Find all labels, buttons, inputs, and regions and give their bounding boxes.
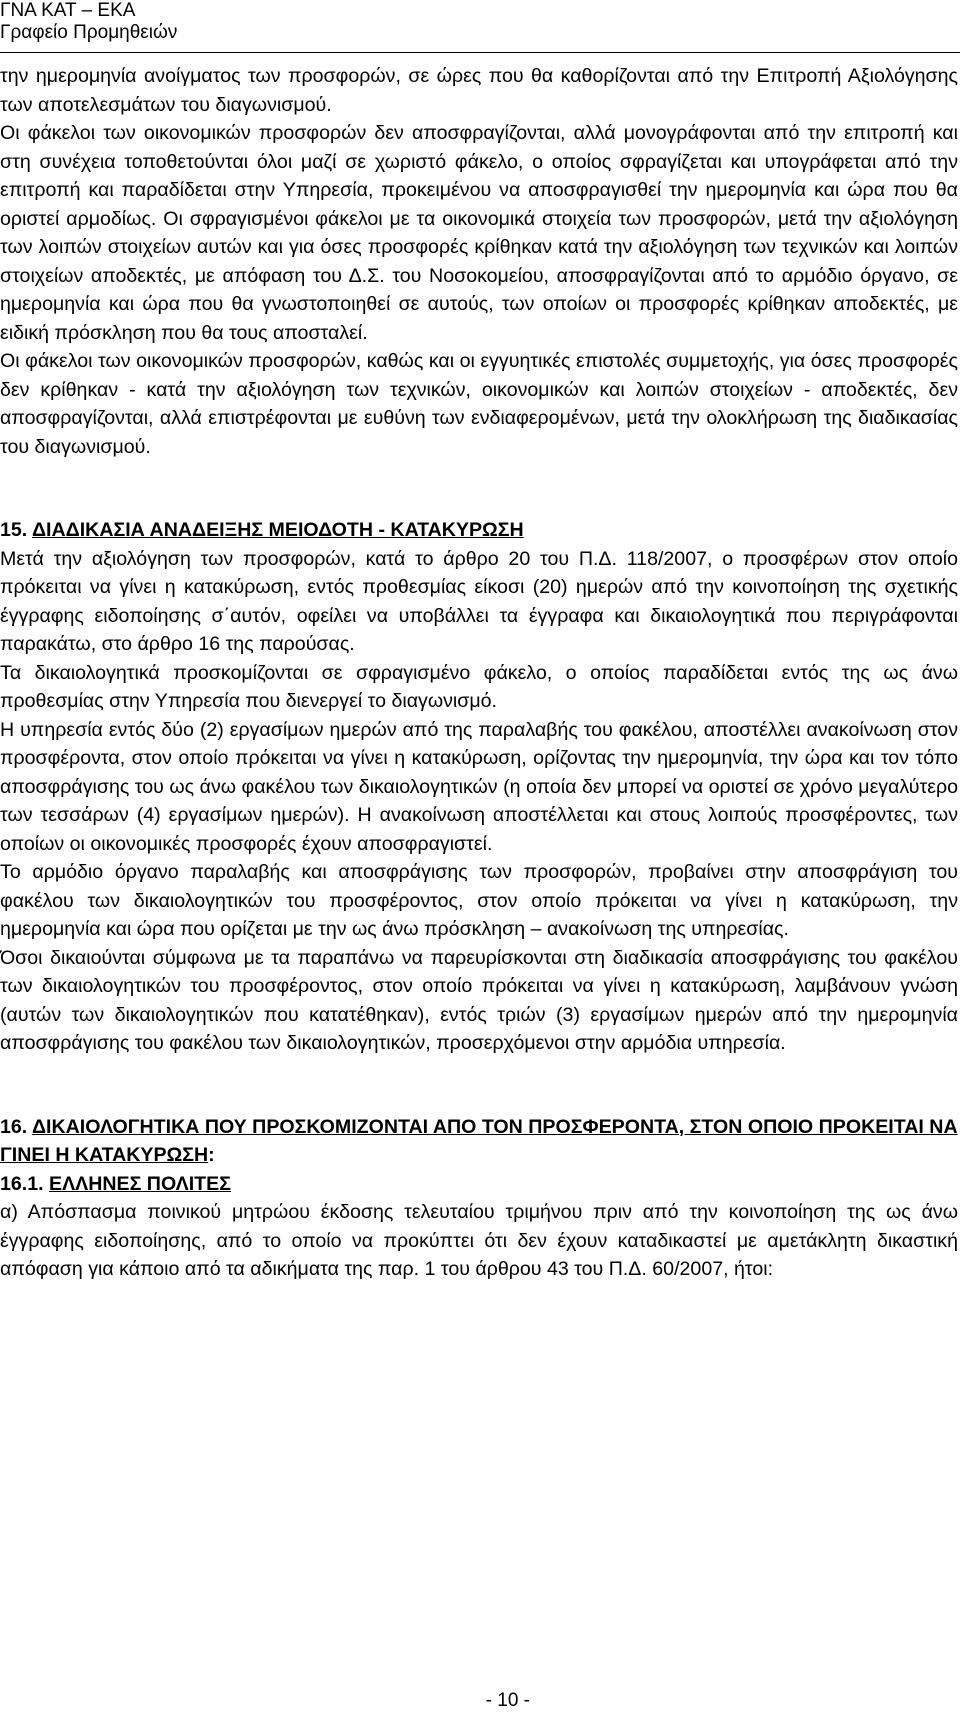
paragraph: Η υπηρεσία εντός δύο (2) εργασίμων ημερών από της παραλαβής του φακέλου, αποστέλλει ανακοίνωση στον προσφέροντα, στον οποίο πρόκειται να γίνει η κατακύρωση, ορίζοντας την ημερομηνία, την ώρα και τον τόπο αποσφράγισης του ως άνω φακέλου των δικαιολογητικών (η οποία δεν μπορεί να οριστεί σε χρόνο μεγαλύτερο των τεσσάρων (4) εργασίμων ημερών). Η ανακοίνωση αποστέλλεται και στους λοιπούς προσφέροντες, των οποίων οι οικονομικές προσφορές έχουν αποσφραγιστεί. bbox=[0, 718, 958, 855]
paragraph: Τα δικαιολογητικά προσκομίζονται σε σφραγισμένο φάκελο, ο οποίος παραδίδεται εντός της ως άνω προθεσμίας στην Υπηρεσία που διενεργεί το διαγωνισμό. bbox=[0, 661, 958, 712]
paragraph: Όσοι δικαιούνται σύμφωνα με τα παραπάνω να παρευρίσκονται στη διαδικασία αποσφράγισης του φακέλου των δικαιολογητικών του προσφέροντος, στον οποίο πρόκειται να γίνει η κατακύρωση, λαμβάνουν γνώση (αυτών των δικαιολογητικών που κατατέθηκαν), εντός τριών (3) εργασίμων ημερών από την ημερομηνία αποσφράγισης του φακέλου των δικαιολογητικών, προσερχόμενοι στην αρμόδια υπηρεσία. bbox=[0, 946, 958, 1054]
header-organization: ΓΝΑ ΚΑΤ – ΕΚΑ bbox=[0, 0, 136, 21]
page-header bbox=[0, 0, 177, 44]
section-heading-16 bbox=[0, 1113, 958, 1170]
paragraph: Το αρμόδιο όργανο παραλαβής και αποσφράγισης των προσφορών, προβαίνει στην αποσφράγιση του φακέλου των δικαιολογητικών του προσφέροντος, στον οποίο πρόκειται να γίνει η κατακύρωση, την ημερομηνία και ώρα που ορίζεται με την ως άνω πρόσκληση – ανακοίνωση της υπηρεσίας. bbox=[0, 861, 958, 940]
paragraph: Μετά την αξιολόγηση των προσφορών, κατά το άρθρο 20 του Π.Δ. 118/2007, ο προσφέρων στον οποίο πρόκειται να γίνει η κατακύρωση, εντός προθεσμίας είκοσι (20) ημερών από την κοινοποίηση της σχετικής έγγραφης ειδοποίησης σ΄αυτόν, οφείλει να υποβάλλει τα έγγραφα και δικαιολογητικά που περιγράφονται παρακάτω, στο άρθρο 16 της παρούσας. bbox=[0, 547, 958, 655]
spacer bbox=[0, 461, 958, 489]
section-title-colon: : bbox=[208, 1144, 215, 1166]
header-divider bbox=[0, 52, 960, 53]
section-title: ΔΙΚΑΙΟΛΟΓΗΤΙΚΑ ΠΟΥ ΠΡΟΣΚΟΜΙΖΟΝΤΑΙ ΑΠΟ ΤΟΝ ΠΡΟΣΦΕΡΟΝΤΑ, ΣΤΟΝ ΟΠΟΙΟ ΠΡΟΚΕΙΤΑΙ ΝΑ ΓΙΝΕΙ Η ΚΑΤΑΚΥΡΩΣΗ bbox=[0, 1115, 958, 1166]
section-number: 16. bbox=[0, 1115, 32, 1138]
section-heading-15 bbox=[0, 516, 958, 545]
spacer bbox=[0, 1058, 958, 1086]
header-department: Γραφείο Προμηθειών bbox=[0, 22, 178, 43]
paragraph: Οι φάκελοι των οικονομικών προσφορών, καθώς και οι εγγυητικές επιστολές συμμετοχής, για όσες προσφορές δεν κρίθηκαν - κατά την αξιολόγηση των τεχνικών, οικονομικών και λοιπών στοιχείων - αποδεκτές, δεν αποσφραγίζονται, αλλά επιστρέφονται με ευθύνη των ενδιαφερομένων, μετά την ολοκλήρωση της διαδικασίας του διαγωνισμού. bbox=[0, 350, 958, 458]
spacer bbox=[0, 1086, 958, 1113]
subsection-heading-16-1 bbox=[0, 1170, 958, 1199]
paragraph: α) Απόσπασμα ποινικού μητρώου έκδοσης τελευταίου τριμήνου πριν από την κοινοποίηση της ως άνω έγγραφης ειδοποίησης, από το οποίο να προκύπτει ότι δεν έχουν καταδικαστεί με αμετάκλητη δικαστική απόφαση για κάποιο από τα αδικήματα της παρ. 1 του άρθρου 43 του Π.Δ. 60/2007, ήτοι: bbox=[0, 1201, 958, 1280]
page-number bbox=[0, 1690, 958, 1712]
subsection-title: ΕΛΛΗΝΕΣ ΠΟΛΙΤΕΣ bbox=[49, 1172, 231, 1195]
section-title: ΔΙΑΔΙΚΑΣΙΑ ΑΝΑΔΕΙΞΗΣ ΜΕΙΟΔΟΤΗ - ΚΑΤΑΚΥΡΩΣΗ bbox=[31, 519, 524, 541]
paragraph: την ημερομηνία ανοίγματος των προσφορών, σε ώρες που θα καθορίζονται από την Επιτροπή Αξιολόγησης των αποτελεσμάτων του διαγωνισμού. bbox=[0, 65, 958, 116]
spacer bbox=[0, 489, 958, 516]
section-number: 15. bbox=[0, 519, 32, 541]
page-number-text: - 10 - bbox=[485, 1690, 530, 1711]
paragraph: Οι φάκελοι των οικονομικών προσφορών δεν αποσφραγίζονται, αλλά μονογράφονται από την επιτροπή και στη συνέχεια τοποθετούνται όλοι μαζί σε χωριστό φάκελο, ο οποίος σφραγίζεται και υπογράφεται από την επιτροπή και παραδίδεται στην Υπηρεσία, προκειμένου να αποσφραγισθεί την ημερομηνία και ώρα που θα οριστεί αρμοδίως. Οι σφραγισμένοι φάκελοι με τα οικονομικά στοιχεία των προσφορών, μετά την αξιολόγηση των λοιπών στοιχείων αυτών και για όσες προσφορές κρίθηκαν κατά την αξιολόγηση των τεχνικών και λοιπών στοιχείων αποδεκτές, με απόφαση του Δ.Σ. του Νοσοκομείου, αποσφραγίζονται από το αρμόδιο όργανο, σε ημερομηνία και ώρα που θα γνωστοποιηθεί σε αυτούς, των οποίων οι προσφορές κρίθηκαν αποδεκτές, με ειδική πρόσκληση που θα τους αποσταλεί. bbox=[0, 122, 958, 344]
subsection-number: 16.1. bbox=[0, 1172, 50, 1195]
document-body bbox=[0, 62, 958, 1284]
